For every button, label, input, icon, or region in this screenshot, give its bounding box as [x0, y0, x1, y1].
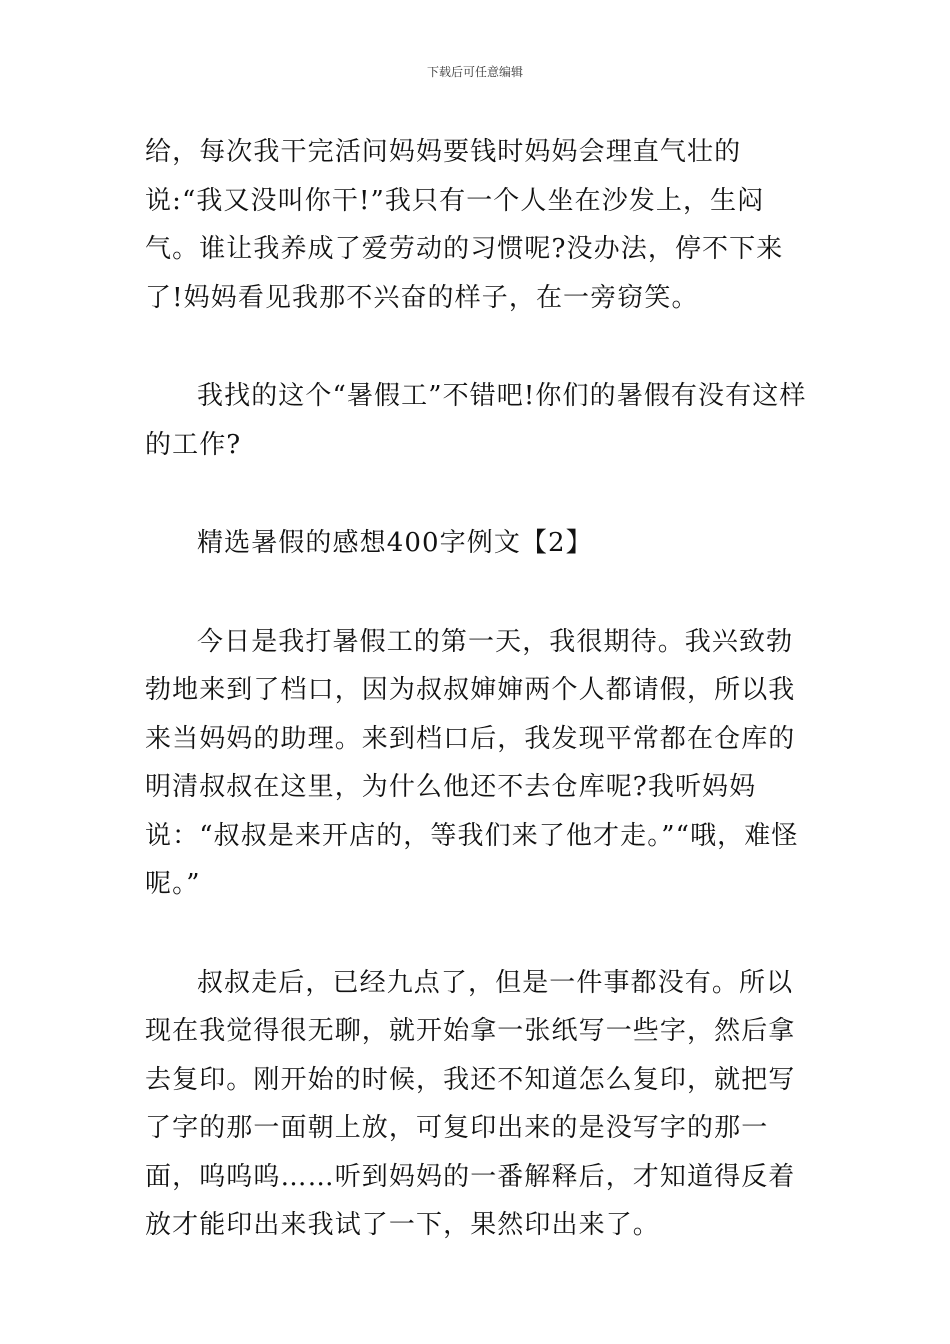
document-body	[145, 128, 809, 1300]
section-title: 精选暑假的感想400字例文【2】	[197, 528, 593, 558]
paragraph-2: 我找的这个“暑假工”不错吧!你们的暑假有没有这样的工作?	[145, 381, 807, 460]
paragraph-1: 给，每次我干完活问妈妈要钱时妈妈会理直气壮的说:“我又没叫你干!”我只有一个人坐在沙发上，生闷气。谁让我养成了爱劳动的习惯呢?没办法，停不下来了!妈妈看见我那不兴奋的样子，在一旁窃笑。	[145, 137, 784, 313]
paragraph-3: 今日是我打暑假工的第一天，我很期待。我兴致勃勃地来到了档口，因为叔叔婶婶两个人都请假，所以我来当妈妈的助理。来到档口后，我发现平常都在仓库的明清叔叔在这里，为什么他还不去仓库呢?我听妈妈说：“叔叔是来开店的，等我们来了他才走。”“哦，难怪呢。”	[145, 626, 799, 899]
paragraph-4: 叔叔走后，已经九点了，但是一件事都没有。所以现在我觉得很无聊，就开始拿一张纸写一些字，然后拿去复印。刚开始的时候，我还不知道怎么复印，就把写了字的那一面朝上放，可复印出来的是没写字的那一面，呜呜呜……听到妈妈的一番解释后，才知道得反着放才能印出来我试了一下，果然印出来了。	[145, 967, 796, 1240]
page-header: 下载后可任意编辑	[426, 65, 523, 79]
